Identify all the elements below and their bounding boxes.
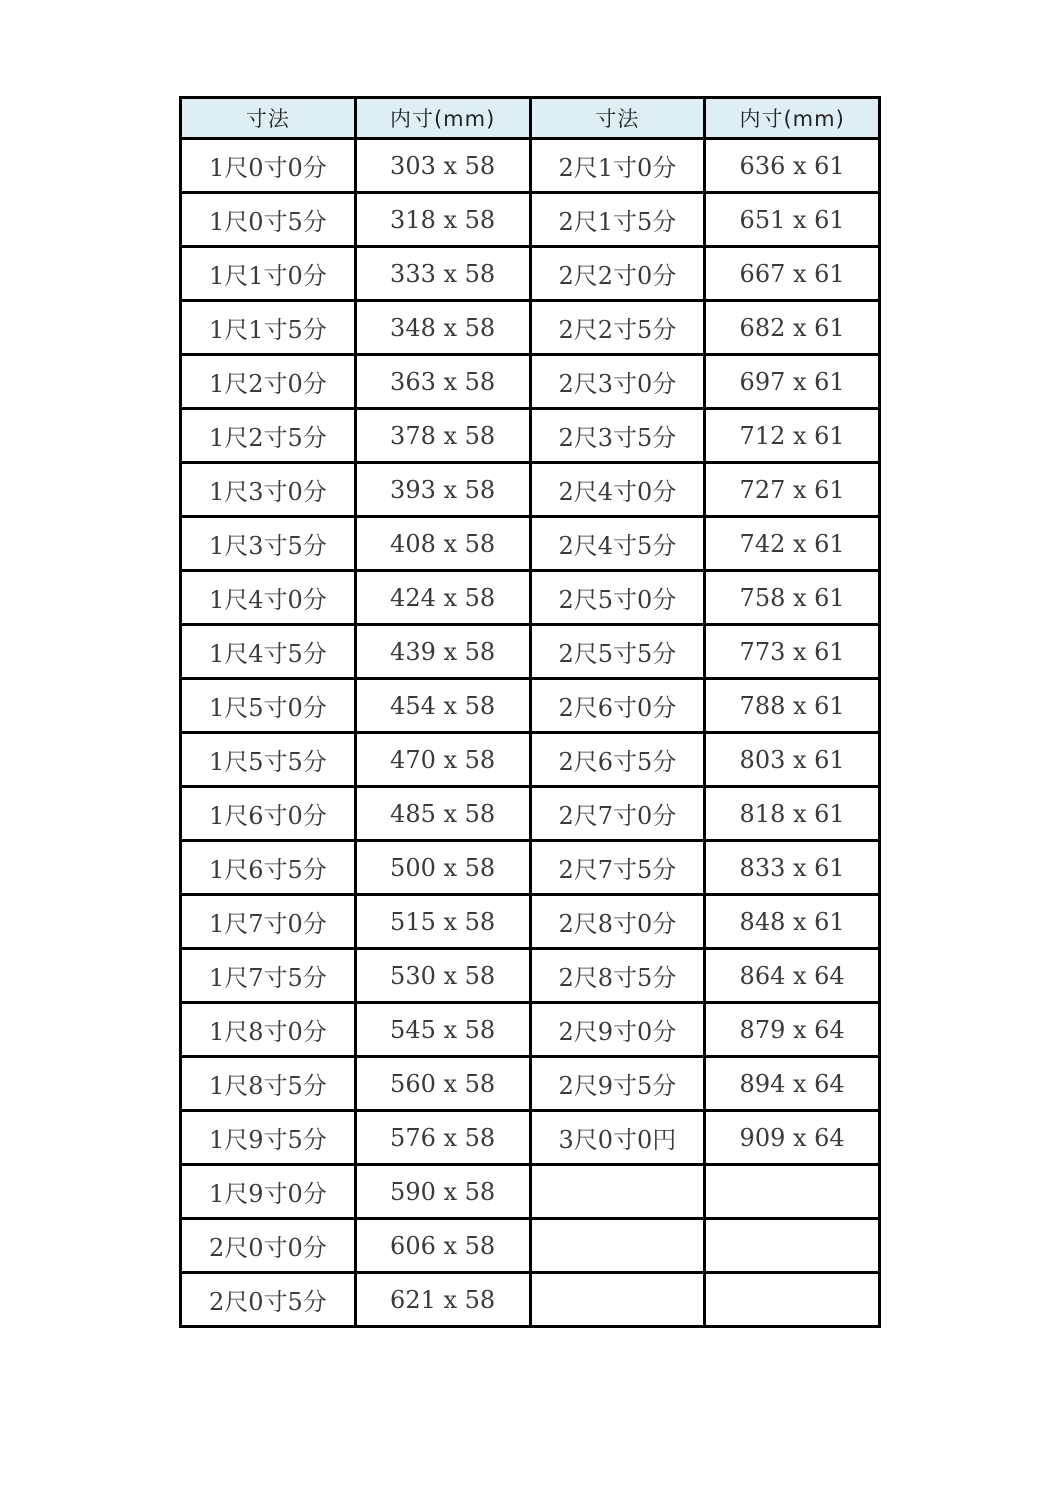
size-cell-right: 2尺6寸5分 — [530, 733, 705, 787]
size-cell-right: 2尺9寸5分 — [530, 1057, 705, 1111]
size-cell-left: 1尺1寸0分 — [181, 247, 356, 301]
inner-dimension-cell-left: 545 x 58 — [355, 1003, 530, 1057]
size-cell-left: 1尺5寸5分 — [181, 733, 356, 787]
inner-dimension-cell-right: 682 x 61 — [705, 301, 880, 355]
inner-dimension-cell-left: 470 x 58 — [355, 733, 530, 787]
size-cell-right: 2尺1寸0分 — [530, 139, 705, 193]
table-row — [181, 949, 880, 1003]
size-cell-left: 2尺0寸5分 — [181, 1273, 356, 1327]
inner-dimension-cell-left: 606 x 58 — [355, 1219, 530, 1273]
inner-dimension-cell-left: 333 x 58 — [355, 247, 530, 301]
inner-dimension-cell-left: 485 x 58 — [355, 787, 530, 841]
table-row — [181, 841, 880, 895]
table-row — [181, 733, 880, 787]
size-cell-left: 1尺7寸5分 — [181, 949, 356, 1003]
size-cell-right: 2尺2寸0分 — [530, 247, 705, 301]
inner-dimension-cell-left: 318 x 58 — [355, 193, 530, 247]
inner-dimension-cell-left: 408 x 58 — [355, 517, 530, 571]
header-row — [181, 98, 880, 139]
size-cell-left: 1尺6寸5分 — [181, 841, 356, 895]
inner-dimension-cell-left: 439 x 58 — [355, 625, 530, 679]
inner-dimension-cell-right: 909 x 64 — [705, 1111, 880, 1165]
table-header — [181, 98, 880, 139]
size-table — [179, 96, 881, 1328]
table-row — [181, 787, 880, 841]
table-row — [181, 625, 880, 679]
inner-dimension-cell-right: 879 x 64 — [705, 1003, 880, 1057]
inner-dimension-cell-right: 788 x 61 — [705, 679, 880, 733]
size-cell-left: 1尺2寸0分 — [181, 355, 356, 409]
inner-dimension-cell-right: 727 x 61 — [705, 463, 880, 517]
table-row — [181, 1003, 880, 1057]
inner-dimension-cell-left: 500 x 58 — [355, 841, 530, 895]
inner-dimension-cell-right: 758 x 61 — [705, 571, 880, 625]
size-cell-left: 1尺7寸0分 — [181, 895, 356, 949]
table-row — [181, 247, 880, 301]
inner-dimension-cell-right: 697 x 61 — [705, 355, 880, 409]
inner-dimension-cell-right — [705, 1273, 880, 1327]
header-size-right: 寸法 — [530, 98, 705, 139]
table-row — [181, 517, 880, 571]
size-cell-right: 2尺4寸0分 — [530, 463, 705, 517]
inner-dimension-cell-left: 560 x 58 — [355, 1057, 530, 1111]
header-size-left: 寸法 — [181, 98, 356, 139]
size-cell-right — [530, 1165, 705, 1219]
size-cell-left: 1尺3寸5分 — [181, 517, 356, 571]
table-body — [181, 139, 880, 1327]
inner-dimension-cell-left: 363 x 58 — [355, 355, 530, 409]
size-cell-left: 1尺0寸0分 — [181, 139, 356, 193]
table-row — [181, 1111, 880, 1165]
size-cell-right — [530, 1219, 705, 1273]
size-cell-left: 1尺2寸5分 — [181, 409, 356, 463]
inner-dimension-cell-left: 621 x 58 — [355, 1273, 530, 1327]
inner-dimension-cell-right — [705, 1165, 880, 1219]
size-cell-right: 2尺8寸0分 — [530, 895, 705, 949]
size-cell-left: 2尺0寸0分 — [181, 1219, 356, 1273]
size-cell-left: 1尺8寸5分 — [181, 1057, 356, 1111]
size-cell-right: 2尺4寸5分 — [530, 517, 705, 571]
size-cell-right: 2尺3寸0分 — [530, 355, 705, 409]
size-cell-left: 1尺8寸0分 — [181, 1003, 356, 1057]
table-row — [181, 139, 880, 193]
size-cell-left: 1尺9寸5分 — [181, 1111, 356, 1165]
inner-dimension-cell-left: 530 x 58 — [355, 949, 530, 1003]
inner-dimension-cell-right: 651 x 61 — [705, 193, 880, 247]
size-cell-left: 1尺0寸5分 — [181, 193, 356, 247]
size-cell-right: 2尺7寸5分 — [530, 841, 705, 895]
inner-dimension-cell-right: 773 x 61 — [705, 625, 880, 679]
table-row — [181, 463, 880, 517]
inner-dimension-cell-left: 348 x 58 — [355, 301, 530, 355]
inner-dimension-cell-left: 393 x 58 — [355, 463, 530, 517]
size-cell-right: 2尺5寸0分 — [530, 571, 705, 625]
size-cell-right: 2尺8寸5分 — [530, 949, 705, 1003]
inner-dimension-cell-left: 576 x 58 — [355, 1111, 530, 1165]
size-cell-left: 1尺1寸5分 — [181, 301, 356, 355]
size-cell-right: 2尺7寸0分 — [530, 787, 705, 841]
table-row — [181, 301, 880, 355]
size-cell-left: 1尺6寸0分 — [181, 787, 356, 841]
table-row — [181, 1165, 880, 1219]
inner-dimension-cell-right: 712 x 61 — [705, 409, 880, 463]
size-cell-left: 1尺4寸5分 — [181, 625, 356, 679]
table-row — [181, 1057, 880, 1111]
header-inner-dimension-left: 内寸(mm) — [355, 98, 530, 139]
table-row — [181, 1219, 880, 1273]
table-row — [181, 355, 880, 409]
inner-dimension-cell-left: 378 x 58 — [355, 409, 530, 463]
size-cell-left: 1尺9寸0分 — [181, 1165, 356, 1219]
table-row — [181, 1273, 880, 1327]
size-cell-right: 2尺1寸5分 — [530, 193, 705, 247]
inner-dimension-cell-right: 742 x 61 — [705, 517, 880, 571]
inner-dimension-cell-right: 848 x 61 — [705, 895, 880, 949]
size-cell-right: 2尺9寸0分 — [530, 1003, 705, 1057]
inner-dimension-cell-left: 590 x 58 — [355, 1165, 530, 1219]
size-cell-left: 1尺3寸0分 — [181, 463, 356, 517]
header-inner-dimension-right: 内寸(mm) — [705, 98, 880, 139]
inner-dimension-cell-right: 833 x 61 — [705, 841, 880, 895]
inner-dimension-cell-right: 667 x 61 — [705, 247, 880, 301]
inner-dimension-cell-left: 454 x 58 — [355, 679, 530, 733]
size-cell-left: 1尺4寸0分 — [181, 571, 356, 625]
inner-dimension-cell-left: 424 x 58 — [355, 571, 530, 625]
table-row — [181, 193, 880, 247]
table-row — [181, 409, 880, 463]
table-row — [181, 679, 880, 733]
size-cell-right: 2尺3寸5分 — [530, 409, 705, 463]
inner-dimension-cell-right: 818 x 61 — [705, 787, 880, 841]
size-cell-right: 3尺0寸0円 — [530, 1111, 705, 1165]
inner-dimension-cell-right: 864 x 64 — [705, 949, 880, 1003]
size-cell-left: 1尺5寸0分 — [181, 679, 356, 733]
inner-dimension-cell-left: 515 x 58 — [355, 895, 530, 949]
inner-dimension-cell-left: 303 x 58 — [355, 139, 530, 193]
inner-dimension-cell-right: 803 x 61 — [705, 733, 880, 787]
inner-dimension-cell-right: 636 x 61 — [705, 139, 880, 193]
size-cell-right: 2尺5寸5分 — [530, 625, 705, 679]
size-cell-right — [530, 1273, 705, 1327]
inner-dimension-cell-right: 894 x 64 — [705, 1057, 880, 1111]
table-row — [181, 895, 880, 949]
size-cell-right: 2尺6寸0分 — [530, 679, 705, 733]
table-row — [181, 571, 880, 625]
inner-dimension-cell-right — [705, 1219, 880, 1273]
size-cell-right: 2尺2寸5分 — [530, 301, 705, 355]
